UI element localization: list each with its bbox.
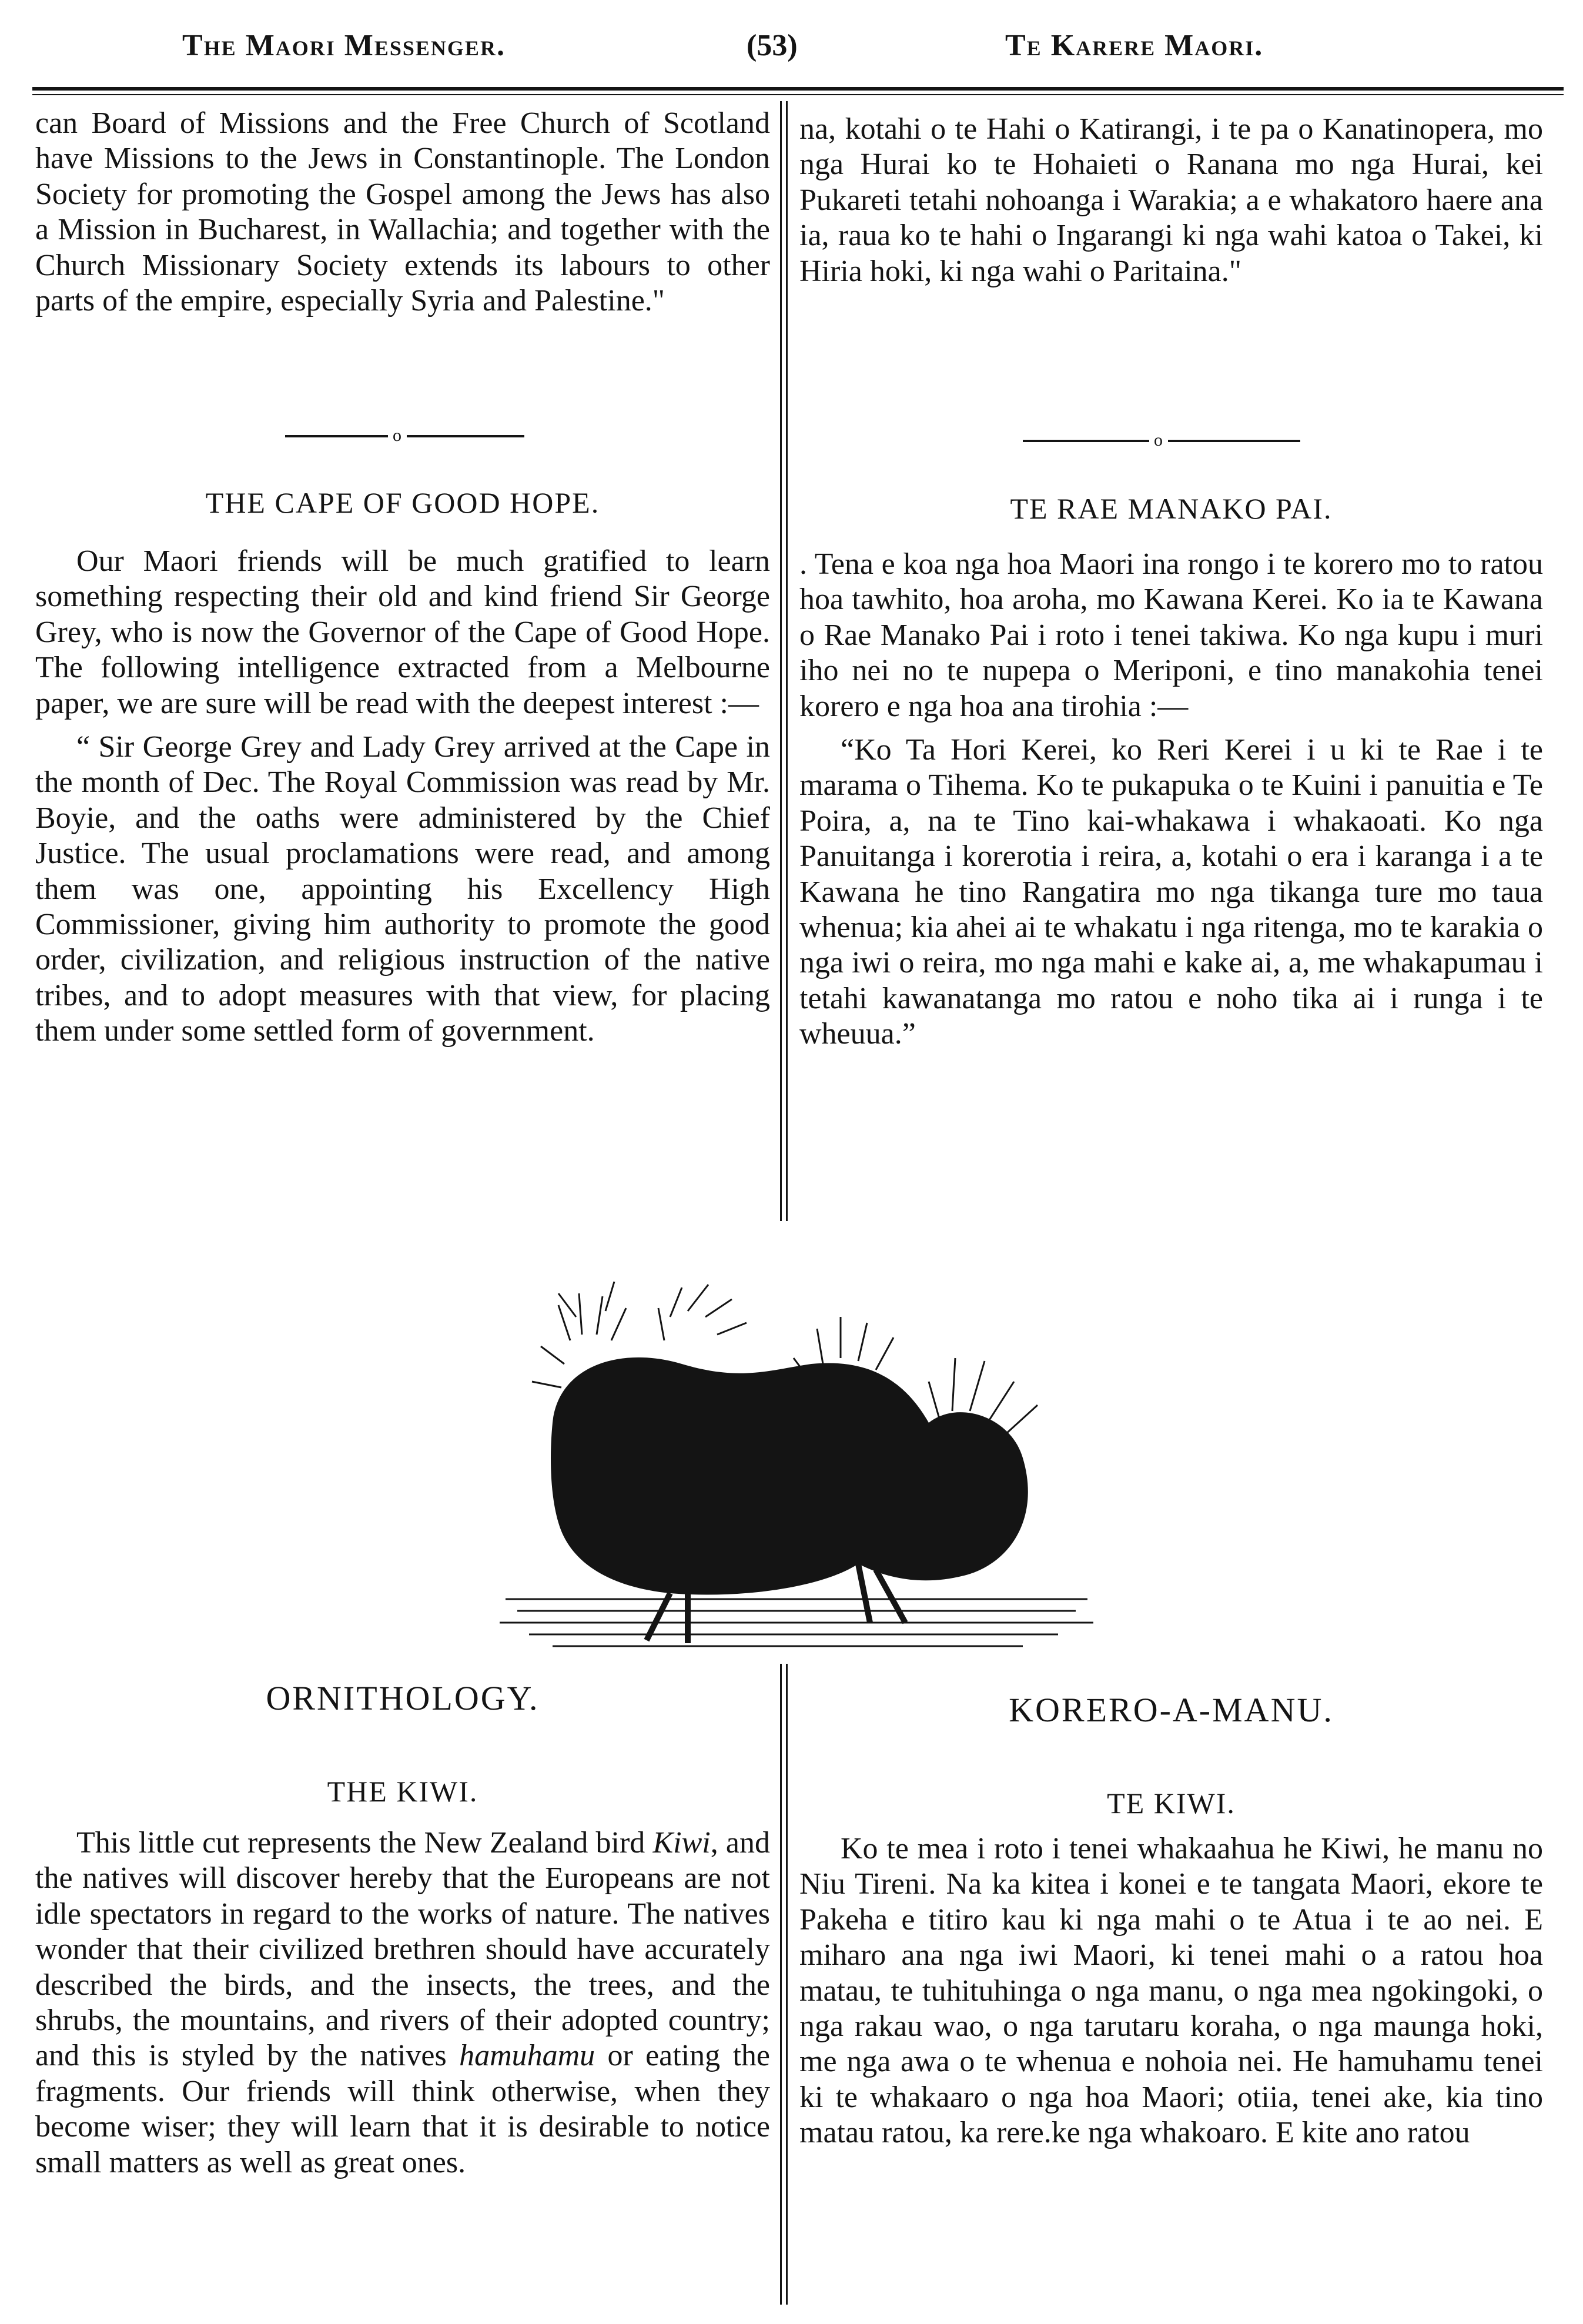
header-rule-thin [32, 94, 1564, 95]
maori-continued-text: na, kotahi o te Hahi o Katirangi, i te pa o Kanatinopera, mo nga Hurai ko te Hohaieti o Ranana mo nga Hurai, kei Pukareti tetahi nohoanga i Warakia; a e whakatoro haere ana ia, raua ko te hahi o Ingarangi ki nga wahi katoa o Takei, ki Hiria hoki, ki nga wahi o Paritaina." [799, 112, 1543, 288]
kiwi-subtitle-maori: TE KIWI. [1107, 1787, 1236, 1820]
cape-maori-paragraph-2: “Ko Ta Hori Kerei, ko Reri Kerei i u ki te Rae i te marama o Tihema. Ko te pukapuka o te Kuini i panuitia e Te Poira, a, na te Tino kai-whakawa i whakaoati. Ko nga Panuitanga i korerotia i reira, a, kotahi o era i karanga i a te Kawana he tino Rangatira mo nga tikanga ture mo taua whenua; kia ahei ai te whakatu i nga ritenga, mo te karakia o nga iwi o reira, mo nga mahi e kake ai, a, me whakapumau i tetahi kawanatanga mo ratou e noho tika ai i runga i te wheuua.” [799, 733, 1543, 1051]
cape-title-english: THE CAPE OF GOOD HOPE. [205, 486, 600, 519]
maori-continued-paragraph [799, 112, 1543, 289]
cape-title-maori: TE RAE MANAKO PAI. [1010, 492, 1333, 525]
running-header-left: The Maori Messenger. [182, 29, 506, 62]
kiwi-maori-body [799, 1831, 1543, 2151]
kiwi-english-text-3: or eating the fragments. Our friends will think otherwise, when they become wiser; they will learn that it is desirable to notice small matters as well as great ones. [35, 2039, 770, 2179]
kiwi-maori-paragraph: Ko te mea i roto i tenei whakaahua he Kiwi, he manu no Niu Tireni. Na ka kitea i konei e te tangata Maori, ekore te Pakeha e titiro kau ki nga mahi o te Atua i te ao nei. E miharo ana nga iwi Maori, ki tenei mahi o a ratou hoa matau, te tuhituhinga o nga manu, o nga mea ngokingoki, o nga rakau wao, o nga tarutaru koraha, o nga maunga hoki, me nga awa o te whenua e nohoia nei. He hamuhamu tenei ki te whakaaro o nga hoa Maori; otiia, tenei ake, kia tino matau ratou, ka rere.ke nga whakoaro. E kite ano ratou [799, 1832, 1543, 2150]
cape-english-paragraph-2: “ Sir George Grey and Lady Grey arrived at the Cape in the month of Dec. The Royal Commission was read by Mr. Boyie, and the oaths were administered by the Chief Justice. The usual proclamations were read, and among them was one, appointing his Excellency High Commissioner, giving him authority to promote the good order, civilization, and religious instruction of the native tribes, and to adopt measures with that view, for placing them under some settled form of government. [35, 730, 770, 1048]
section-divider-left-mark: o [393, 426, 401, 445]
english-continued-paragraph [35, 106, 770, 319]
kiwi-english-italic-hamuhamu: hamuhamu [459, 2039, 595, 2073]
section-divider-right-mark: o [1154, 430, 1163, 450]
kiwi-subtitle-english: THE KIWI. [327, 1775, 478, 1808]
column-rule-top-a [780, 101, 782, 1221]
english-continued-text: can Board of Missions and the Free Church of Scotland have Missions to the Jews in Constantinople. The London Society for promoting the Gospel among the Jews has also a Mission in Bucharest, in Wallachia; and together with the Church Missionary Society extends its labours to other parts of the empire, especially Syria and Palestine." [35, 106, 770, 318]
kiwi-woodcut-illustration [494, 1246, 1099, 1658]
header-rule-thick [32, 87, 1564, 91]
section-divider-right-a [1023, 440, 1149, 442]
kiwi-english-body [35, 1825, 770, 2181]
kiwi-english-italic-kiwi: Kiwi [652, 1826, 711, 1860]
page-number: (53) [747, 29, 798, 62]
section-divider-left-a [285, 435, 388, 437]
cape-english-paragraph-1: Our Maori friends will be much gratified to learn something respecting their old and kind friend Sir George Grey, who is now the Governor of the Cape of Good Hope. The following intelligence extracted from a Melbourne paper, we are sure will be read with the deepest interest :— [35, 544, 770, 720]
section-divider-right-b [1168, 440, 1300, 442]
ornithology-title-english: ORNITHOLOGY. [266, 1679, 540, 1717]
column-rule-bottom-a [780, 1664, 782, 2305]
cape-english-body [35, 544, 770, 1049]
cape-maori-paragraph-1: . Tena e koa nga hoa Maori ina rongo i te korero mo to ratou hoa tawhito, hoa aroha, mo Kawana Kerei. Ko ia te Kawana o Rae Manako Pai i roto i tenei takiwa. Ko nga kupu i muri iho nei no te nupepa o Meriponi, e tino manakohia tenei korero e nga hoa ana tirohia :— [799, 547, 1543, 723]
section-divider-left-b [407, 435, 524, 437]
column-rule-bottom-b [786, 1664, 788, 2305]
ornithology-title-maori: KORERO-A-MANU. [1009, 1691, 1334, 1729]
running-header-right: Te Karere Maori. [1005, 29, 1264, 62]
kiwi-english-text-2: , and the natives will discover hereby that the Europeans are not idle spectators in regard to the works of nature. The natives wonder that their civilized brethren should have accurately described the birds, and the insects, the trees, and the shrubs, the mountains, and rivers of their adopted country; and this is styled by the natives [35, 1826, 770, 2073]
kiwi-english-paragraph [35, 1825, 770, 2181]
kiwi-english-text-1: This little cut represents the New Zealand bird [76, 1826, 653, 1860]
cape-maori-body [799, 547, 1543, 1052]
column-rule-top-b [786, 101, 788, 1221]
